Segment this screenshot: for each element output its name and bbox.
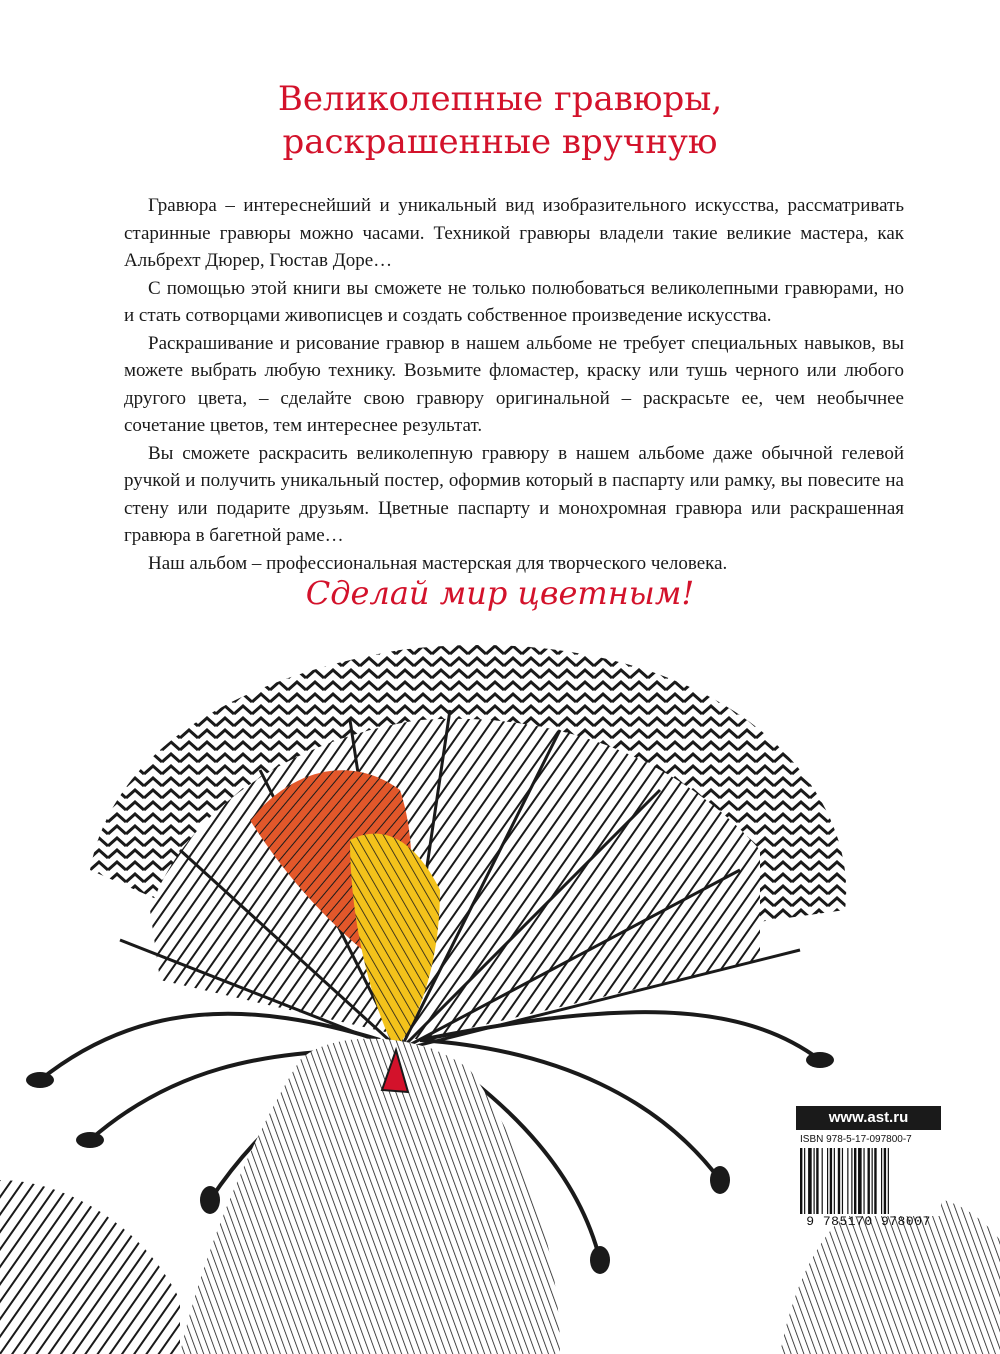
description-text [124,192,904,577]
paragraph: Наш альбом – профессиональная мастерская для творческого человека. [148,552,728,574]
cover-title-line-2: раскрашенные вручную [282,122,718,162]
paragraph: Гравюра – интереснейший и уникальный вид изобразительного искусства, рассматривать старинные гравюры можно часами. Техникой гравюры владели такие великие мастера, как Альбрехт Дюрер, Гюстав Доре… [124,195,904,271]
paragraph: Вы сможете раскрасить великолепную гравюру в нашем альбоме даже обычной гелевой ручкой и получить уникальный постер, оформив который в паспарту или рамку, вы повесите на стену или подарите друзьям. Цветные паспарту и монохромная гравюра или раскрашенная гравюра в багетной раме… [124,442,904,546]
cover-title-line-1: Великолепные гравюры, [277,79,723,119]
paragraph: С помощью этой книги вы сможете не только полюбоваться великолепными гравюрами, но и стать сотворцами живописцев и создать собственное произведение искусства. [124,277,904,326]
barcode-icon [796,1148,941,1216]
slogan: Сделай мир цветным! [305,574,695,612]
paragraph: Раскрашивание и рисование гравюр в нашем альбоме не требует специальных навыков, вы можете выбрать любую технику. Возьмите фломастер, краску или тушь черного или любого другого цвета, – сделайте свою гравюру оригинальной – раскрасьте ее, чем необычнее сочетание цветов, тем интереснее результат. [124,332,904,436]
barcode-digits: 9 785170 978007 [806,1214,931,1229]
cover-title [0,78,1000,164]
isbn-label: ISBN 978-5-17-097800-7 [800,1134,912,1145]
peacock-engraving-icon [0,620,1000,1354]
publisher-url: www.ast.ru [796,1106,941,1130]
